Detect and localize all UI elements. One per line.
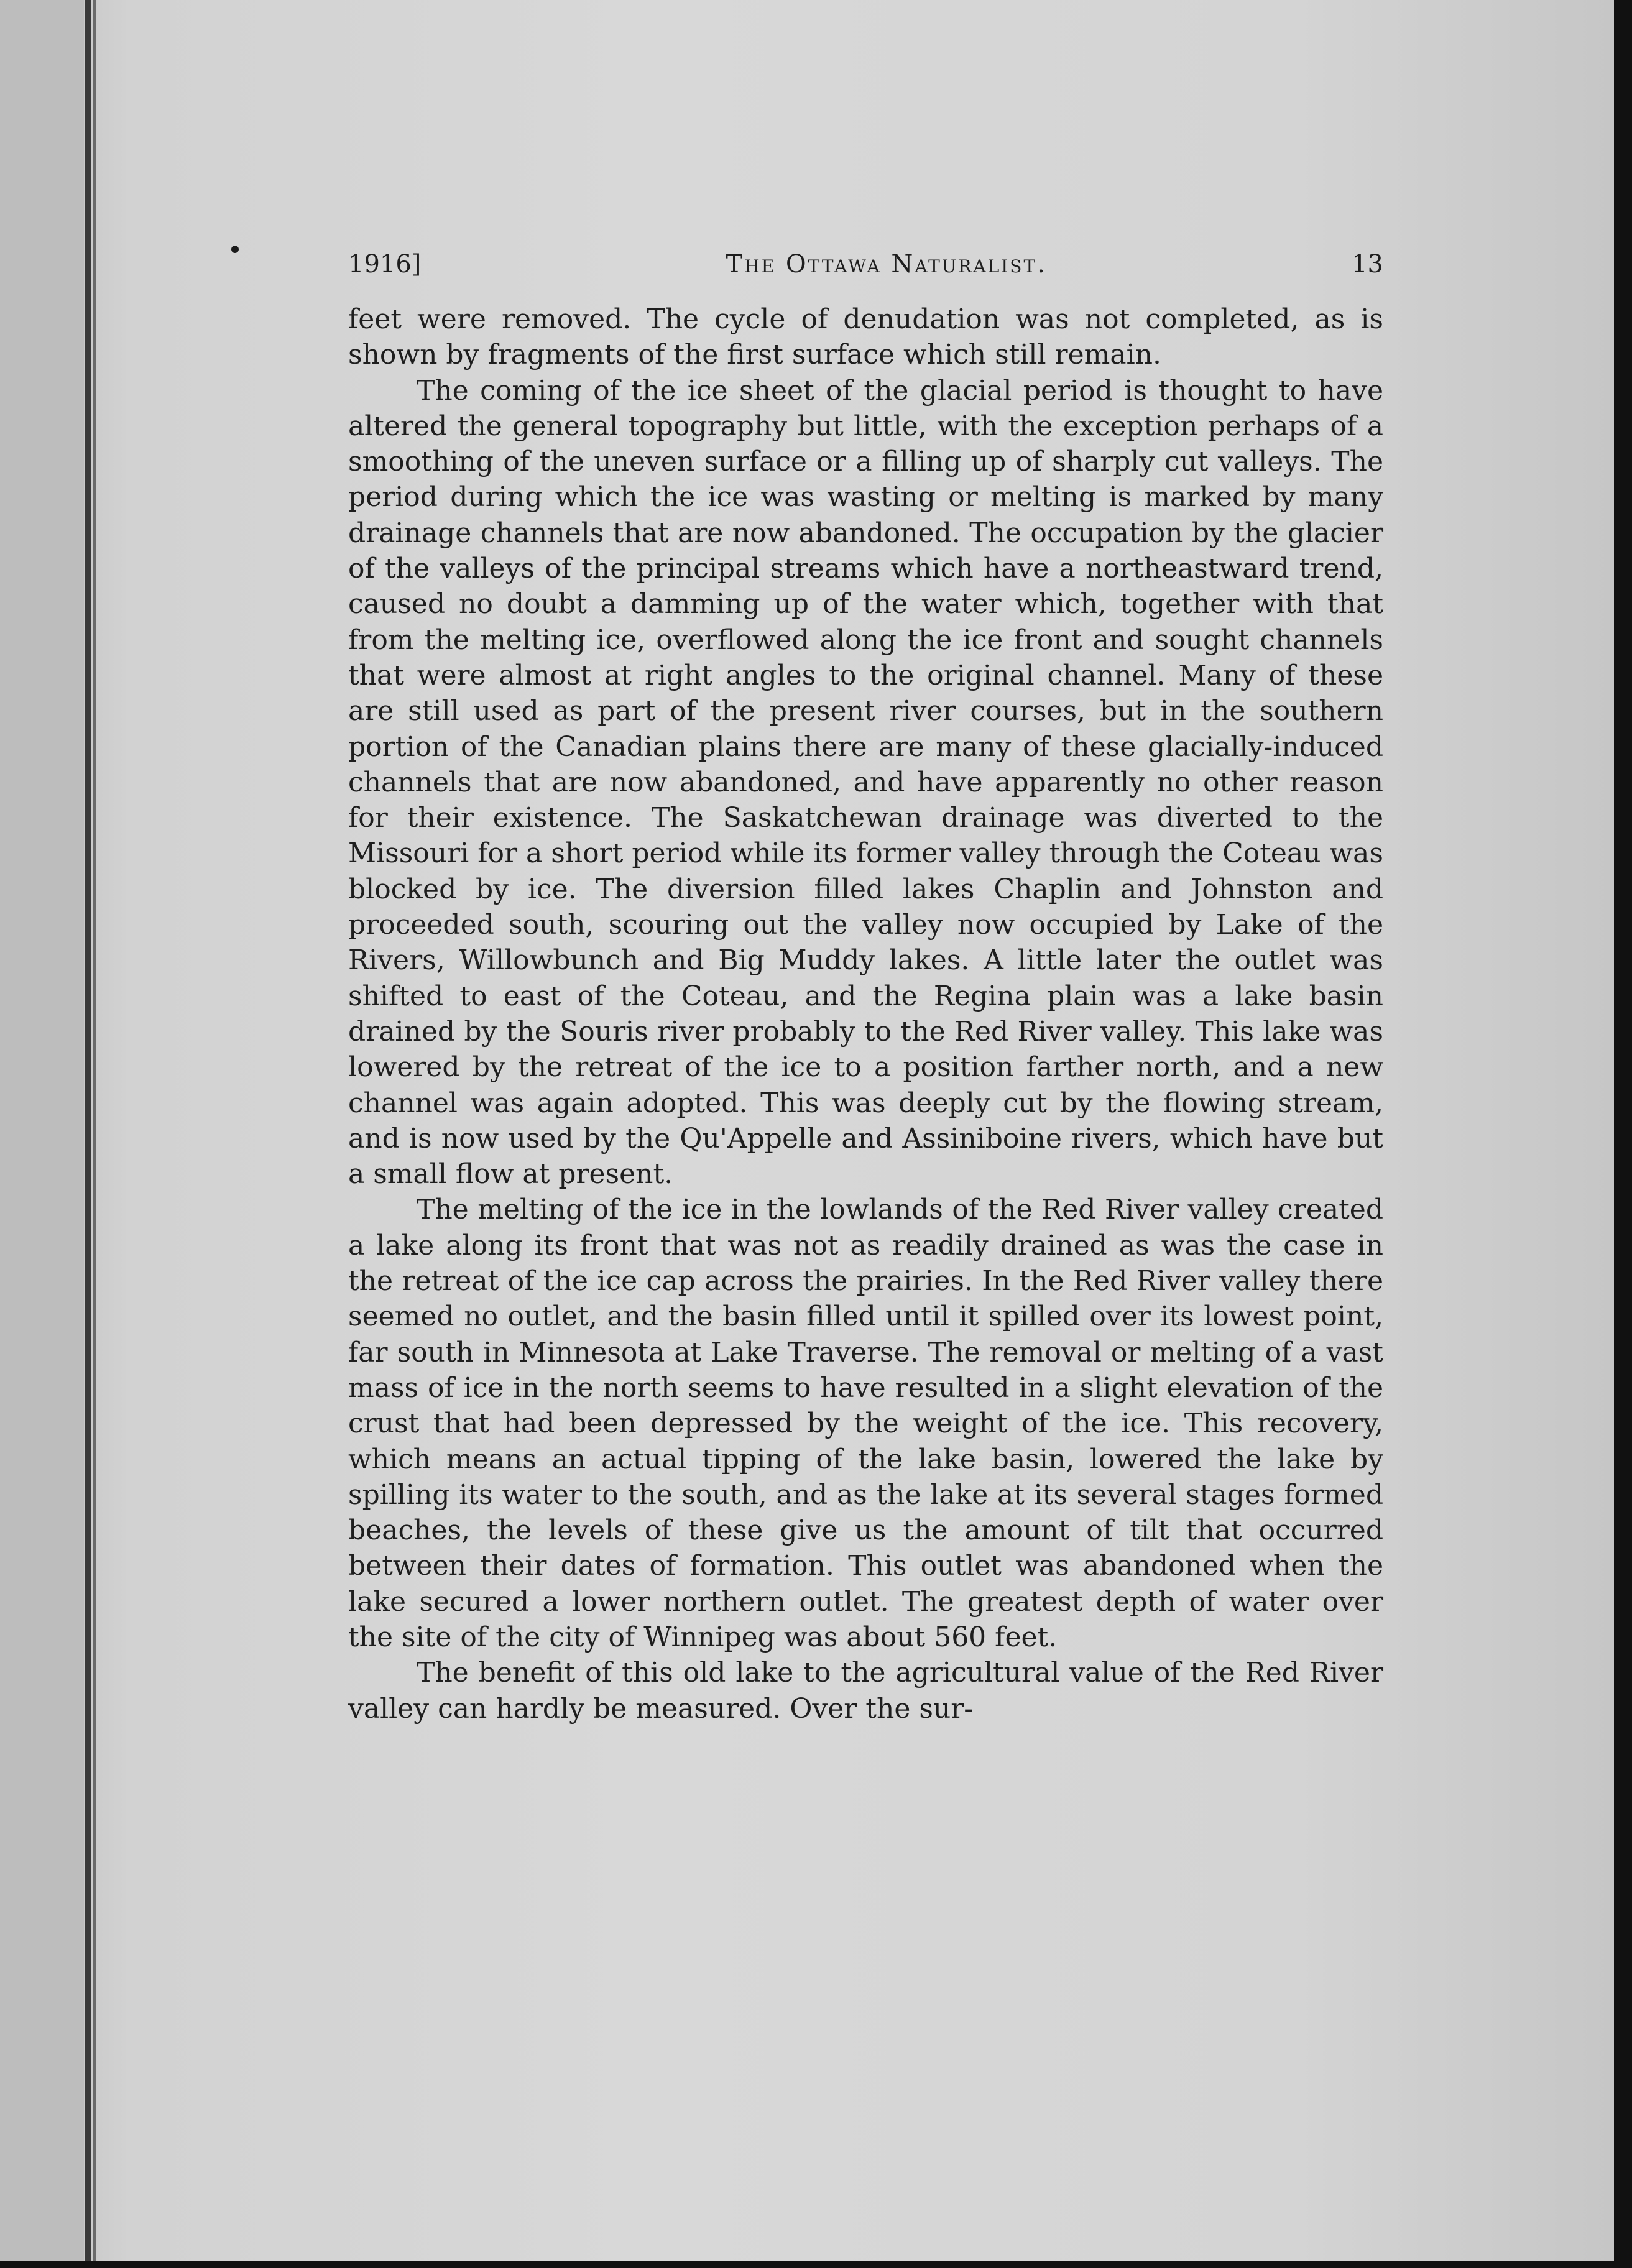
journal-title: The Ottawa Naturalist.: [726, 250, 1047, 279]
paragraph-red-river-lake: The melting of the ice in the lowlands of the Red River valley created a lake along its front that was not as readily drained as was the case in the retreat of the ice cap across the prairies. In the Red River valley there seemed no outlet, and the basin filled until it spilled over its lowest point, far south in Minnesota at Lake Traverse. The removal or melting of a vast mass of ice in the north seems to have resulted in a slight elevation of the crust that had been depressed by the weight of the ice. This recovery, which means an actual tipping of the lake basin, lowered the lake by spilling its water to the south, and as the lake at its several stages formed beaches, the levels of these give us the amount of tilt that occurred between their dates of formation. This outlet was abandoned when the lake secured a lower northern outlet. The greatest depth of water over the site of the city of Winnipeg was about 560 feet.: [348, 1194, 1383, 1653]
body-text: [348, 302, 1383, 1726]
binding-rule-inner: [93, 0, 96, 2261]
scan-bottom-edge: [0, 2261, 1632, 2268]
header-year: 1916]: [348, 250, 422, 279]
binding-rule: [85, 0, 91, 2261]
paragraph-glacial-period: The coming of the ice sheet of the glacial period is thought to have altered the general topography but little, with the exception perhaps of a smoothing of the uneven surface or a filling up of sharply cut valleys. The period during which the ice was wasting or melting is marked by many drainage channels that are now abandoned. The occupation by the glacier of the valleys of the principal streams which have a northeastward trend, caused no doubt a damming up of the water which, together with that from the melting ice, overflowed along the ice front and sought channels that were almost at right angles to the original channel. Many of these are still used as part of the present river courses, but in the southern portion of the Canadian plains there are many of these glacially-induced channels that are now abandoned, and have apparently no other reason for their existence. The Saskatchewan drainage was diverted to the Missouri for a short period while its former valley through the Coteau was blocked by ice. The diversion filled lakes Chaplin and Johnston and proceeded south, scouring out the valley now occupied by Lake of the Rivers, Willowbunch and Big Muddy lakes. A little later the outlet was shifted to east of the Coteau, and the Regina plain was a lake basin drained by the Souris river probably to the Red River valley. This lake was lowered by the retreat of the ice to a position farther north, and a new channel was again adopted. This was deeply cut by the flowing stream, and is now used by the Qu'Appelle and Assiniboine rivers, which have but a small flow at present.: [348, 374, 1383, 1191]
paragraph-agricultural-value: The benefit of this old lake to the agricultural value of the Red River valley can hardly be measured. Over the sur-: [348, 1657, 1383, 1725]
paragraph-continued: feet were removed. The cycle of denudation was not completed, as is shown by fragments of the first surface which still remain.: [348, 303, 1383, 371]
ink-speck: [231, 246, 239, 253]
binding-strip: [0, 0, 84, 2261]
running-head: [348, 246, 1383, 283]
scan-right-edge: [1614, 0, 1632, 2268]
page-number: 13: [1352, 250, 1383, 279]
text-block: [348, 246, 1383, 1726]
